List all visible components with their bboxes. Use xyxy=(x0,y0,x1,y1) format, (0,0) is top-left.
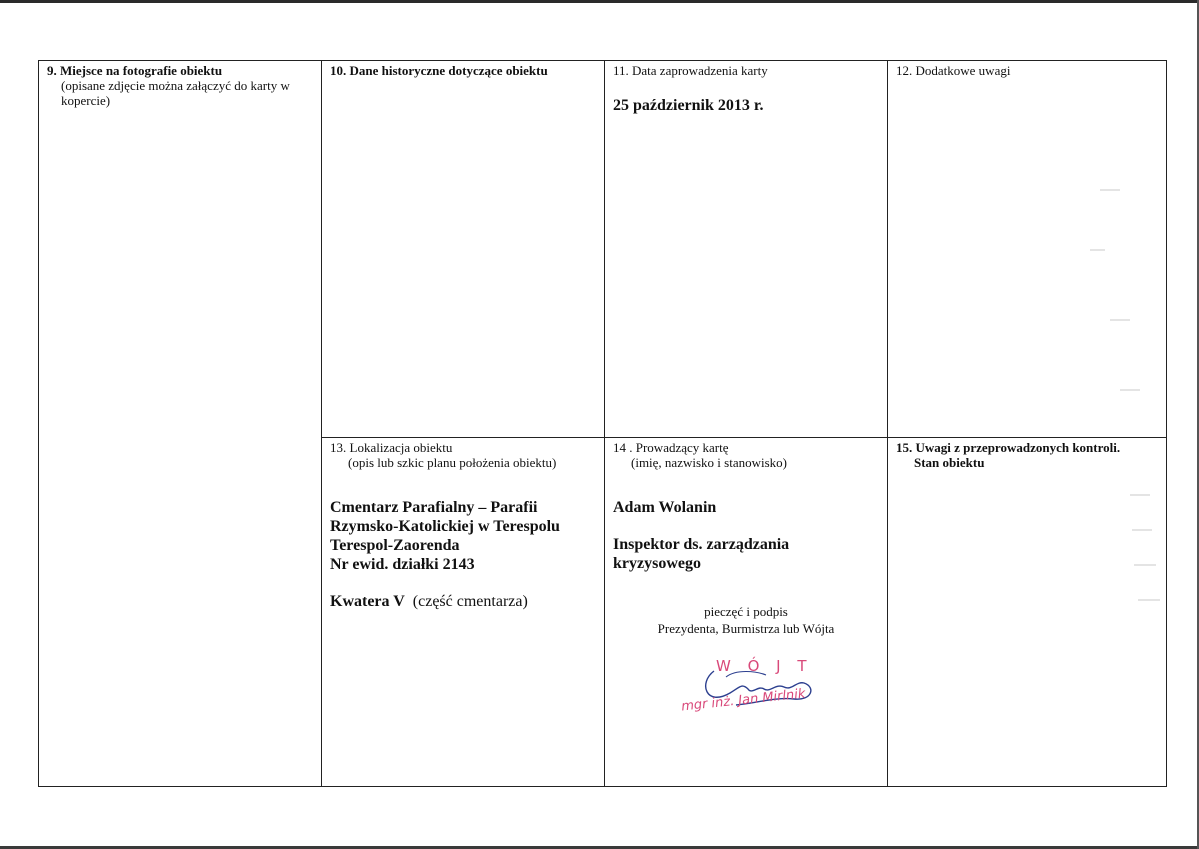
location-quarter-label: Kwatera V xyxy=(330,593,405,610)
cell-card-date-title: 11. Data zaprowadzenia karty xyxy=(613,63,768,78)
location-quarter xyxy=(330,592,596,611)
form-row-top xyxy=(39,61,1167,438)
cell-photo-title: 9. Miejsce na fotografie obiektu xyxy=(47,63,223,78)
keeper-name: Adam Wolanin xyxy=(613,499,717,516)
cell-inspections xyxy=(888,438,1167,787)
location-line-3: Terespol-Zaorenda xyxy=(330,537,460,554)
stamp-title: W Ó J T xyxy=(716,657,813,675)
cell-card-date xyxy=(605,61,888,438)
cell-photo xyxy=(39,61,322,787)
cell-inspections-title-1: 15. Uwagi z przeprowadzonych kontroli. xyxy=(896,440,1121,455)
location-line-4: Nr ewid. działki 2143 xyxy=(330,556,475,573)
seal-label-line-2: Prezydenta, Burmistrza lub Wójta xyxy=(657,621,835,636)
cell-location-title: 13. Lokalizacja obiektu xyxy=(330,440,453,455)
cell-card-keeper-title: 14 . Prowadzący kartę xyxy=(613,440,729,455)
cell-card-keeper xyxy=(605,438,888,787)
location-quarter-note: (część cmentarza) xyxy=(412,593,528,610)
cell-history-title: 10. Dane historyczne dotyczące obiektu xyxy=(330,63,548,78)
cell-inspections-title-2: Stan obiektu xyxy=(914,455,985,470)
location-line-2: Rzymsko-Katolickiej w Terespolu xyxy=(330,518,560,535)
cell-additional-notes xyxy=(888,61,1167,438)
cell-card-keeper-subtitle: (imię, nazwisko i stanowisko) xyxy=(631,455,787,470)
cell-history xyxy=(322,61,605,438)
official-stamp xyxy=(646,657,846,737)
cell-additional-notes-title: 12. Dodatkowe uwagi xyxy=(896,63,1011,78)
cell-location xyxy=(322,438,605,787)
cell-location-subtitle: (opis lub szkic planu położenia obiektu) xyxy=(348,455,557,470)
stamp-name: mgr inż. Jan Mirlnik xyxy=(680,686,807,715)
keeper-position-line-2: kryzysowego xyxy=(613,555,701,572)
scan-edge-top xyxy=(0,0,1199,3)
cell-photo-subtitle: (opisane zdjęcie można załączyć do karty w kopercie) xyxy=(61,78,290,108)
card-date-value: 25 październik 2013 r. xyxy=(613,97,764,114)
keeper-position-line-1: Inspektor ds. zarządzania xyxy=(613,536,790,553)
record-card-form-table xyxy=(38,60,1167,787)
location-line-1: Cmentarz Parafialny – Parafii xyxy=(330,499,538,516)
seal-label-line-1: pieczęć i podpis xyxy=(704,604,788,619)
